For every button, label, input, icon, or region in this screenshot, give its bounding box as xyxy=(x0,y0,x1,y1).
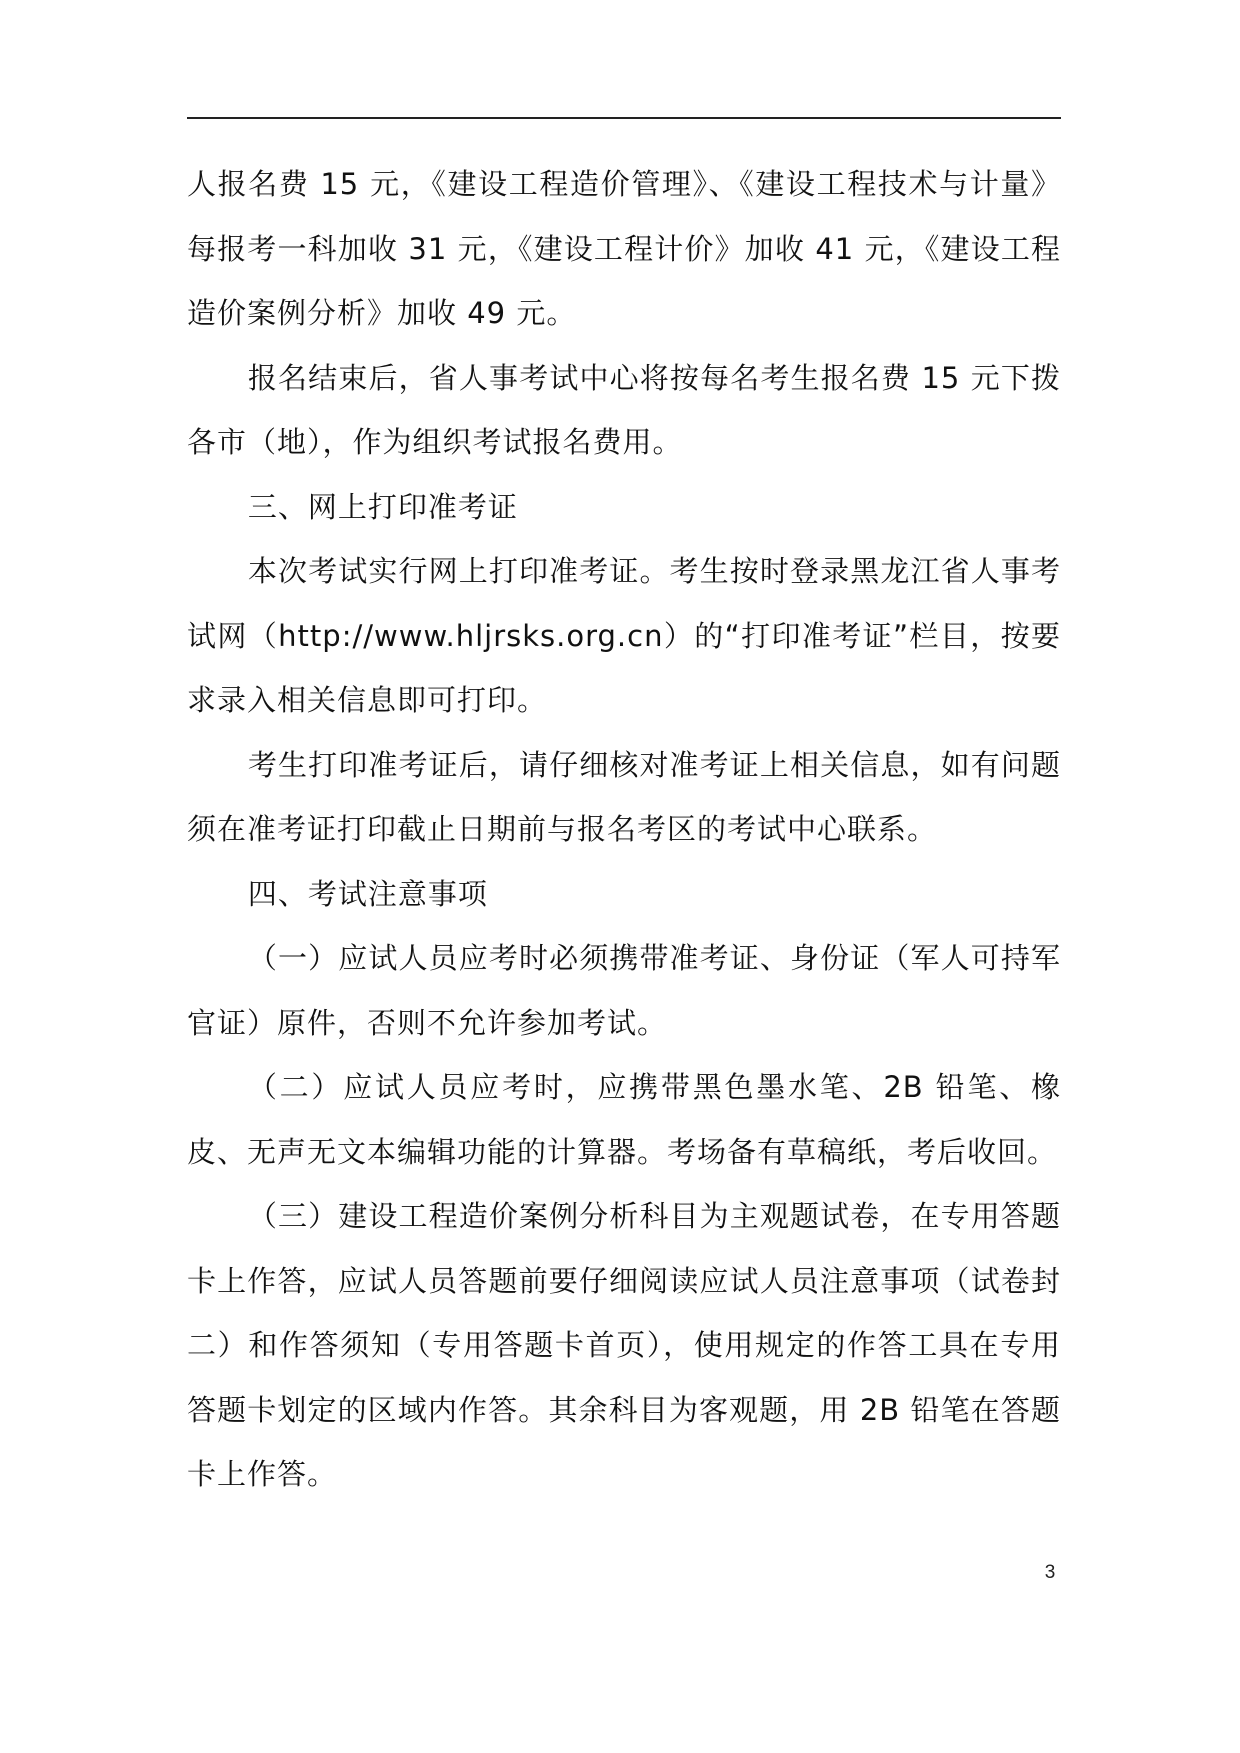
header-rule xyxy=(187,117,1061,119)
paragraph-note-3: （三）建设工程造价案例分析科目为主观题试卷，在专用答题卡上作答，应试人员答题前要仔细阅读应试人员注意事项（试卷封二）和作答须知（专用答题卡首页），使用规定的作答工具在专用答题卡划定的区域内作答。其余科目为客观题，用 2B 铅笔在答题卡上作答。 xyxy=(187,1199,1061,1491)
page-number: 3 xyxy=(1044,1562,1056,1583)
paragraph-verify-admission: 考生打印准考证后，请仔细核对准考证上相关信息，如有问题须在准考证打印截止日期前与报名考区的考试中心联系。 xyxy=(187,747,1061,846)
paragraph-fee-allocation: 报名结束后，省人事考试中心将按每名考生报名费 15 元下拨各市（地），作为组织考试报名费用。 xyxy=(187,360,1061,459)
paragraph-fee-continuation: 人报名费 15 元，《建设工程造价管理》、《建设工程技术与计量》每报考一科加收 31 元，《建设工程计价》加收 41 元，《建设工程造价案例分析》加收 49 元。 xyxy=(187,167,1061,330)
section-heading-print-admission: 三、网上打印准考证 xyxy=(247,489,518,524)
section-heading-exam-notes: 四、考试注意事项 xyxy=(247,876,488,911)
paragraph-print-admission-online: 本次考试实行网上打印准考证。考生按时登录黑龙江省人事考试网（http://www.hljrsks.org.cn）的“打印准考证”栏目，按要求录入相关信息即可打印。 xyxy=(187,554,1061,717)
document-body xyxy=(187,152,1061,1507)
paragraph-note-2: （二）应试人员应考时，应携带黑色墨水笔、2B 铅笔、橡皮、无声无文本编辑功能的计算器。考场备有草稿纸，考后收回。 xyxy=(187,1070,1061,1169)
paragraph-note-1: （一）应试人员应考时必须携带准考证、身份证（军人可持军官证）原件，否则不允许参加考试。 xyxy=(187,941,1061,1040)
